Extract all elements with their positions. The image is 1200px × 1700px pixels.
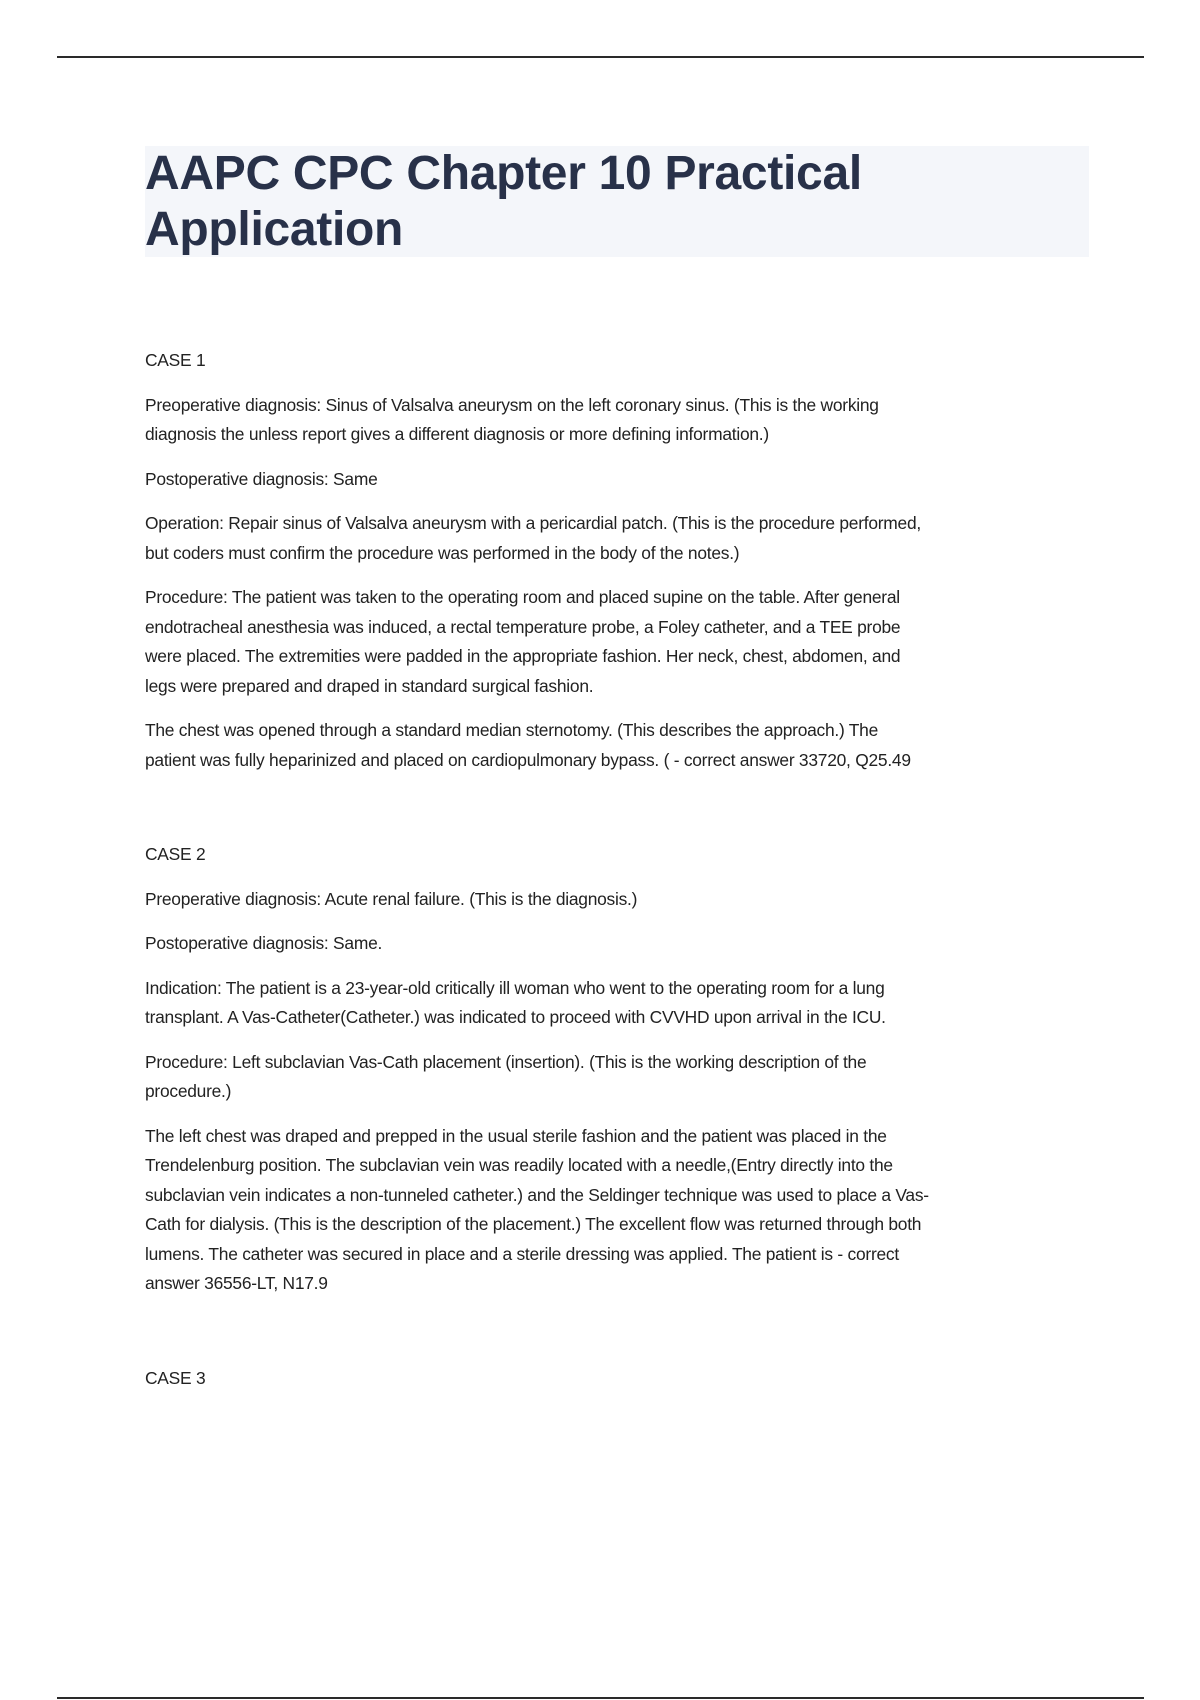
paragraph-line: Postoperative diagnosis: Same. — [145, 933, 383, 953]
paragraph-line: The left chest was draped and prepped in the usual sterile fashion and the patient was placed in the — [145, 1125, 887, 1146]
paragraph-line: The chest was opened through a standard median sternotomy. (This describes the approach.) The — [145, 720, 879, 740]
paragraph-line: lumens. The catheter was secured in place and a sterile dressing was applied. The patient is - correct — [145, 1243, 899, 1264]
paragraph-line: Procedure: Left subclavian Vas-Cath placement (insertion). (This is the working description of the — [145, 1051, 867, 1072]
case-heading — [145, 840, 1105, 870]
case-paragraph — [145, 716, 1105, 775]
paragraph-line: Preoperative diagnosis: Sinus of Valsalva aneurysm on the left coronary sinus. (This is the working — [145, 394, 879, 415]
paragraph-line: Postoperative diagnosis: Same — [145, 468, 378, 489]
case-heading-text: CASE 1 — [145, 350, 206, 370]
case-paragraph — [145, 391, 1105, 450]
case-paragraph — [145, 1048, 1105, 1107]
paragraph-line: were placed. The extremities were padded in the appropriate fashion. Her neck, chest, abdomen, and — [145, 646, 901, 666]
paragraph-line: Operation: Repair sinus of Valsalva aneurysm with a pericardial patch. (This is the procedure performed, — [145, 513, 921, 533]
title-line: Application — [145, 203, 404, 256]
case-heading — [145, 346, 1105, 376]
case-paragraph — [145, 465, 1105, 495]
paragraph-line: endotracheal anesthesia was induced, a rectal temperature probe, a Foley catheter, and a TEE probe — [145, 616, 901, 637]
case-paragraph — [145, 974, 1105, 1033]
paragraph-line: Trendelenburg position. The subclavian vein was readily located with a needle,(Entry directly into the — [145, 1155, 893, 1175]
top-rule — [57, 56, 1144, 58]
case-3-section — [145, 1364, 1105, 1409]
case-paragraph — [145, 509, 1105, 568]
bottom-rule — [57, 1697, 1144, 1699]
case-1-section — [145, 346, 1105, 790]
title-line: AAPC CPC Chapter 10 Practical — [145, 147, 862, 200]
case-paragraph — [145, 929, 1105, 959]
paragraph-line: Cath for dialysis. (This is the description of the placement.) The excellent flow was returned through both — [145, 1214, 922, 1234]
case-paragraph — [145, 885, 1105, 915]
case-heading — [145, 1364, 1105, 1394]
paragraph-line: patient was fully heparinized and placed on cardiopulmonary bypass. ( - correct answer 33720, Q25.49 — [145, 749, 911, 770]
paragraph-line: legs were prepared and draped in standard surgical fashion. — [145, 675, 594, 696]
case-heading-text: CASE 2 — [145, 844, 206, 864]
page-title — [145, 146, 862, 258]
paragraph-line: but coders must confirm the procedure was performed in the body of the notes.) — [145, 542, 740, 563]
case-heading-text: CASE 3 — [145, 1368, 206, 1388]
paragraph-line: Indication: The patient is a 23-year-old critically ill woman who went to the operating room for a lung — [145, 977, 885, 998]
paragraph-line: Procedure: The patient was taken to the operating room and placed supine on the table. After general — [145, 587, 900, 607]
paragraph-line: transplant. A Vas-Catheter(Catheter.) was indicated to proceed with CVVHD upon arrival in the ICU. — [145, 1007, 886, 1027]
paragraph-line: answer 36556-LT, N17.9 — [145, 1273, 328, 1293]
paragraph-line: subclavian vein indicates a non-tunneled catheter.) and the Seldinger technique was used to place a Vas- — [145, 1184, 929, 1205]
case-paragraph — [145, 1122, 1105, 1299]
paragraph-line: Preoperative diagnosis: Acute renal failure. (This is the diagnosis.) — [145, 888, 638, 909]
paragraph-line: procedure.) — [145, 1081, 232, 1101]
case-paragraph — [145, 583, 1105, 701]
case-2-section — [145, 840, 1105, 1314]
paragraph-line: diagnosis the unless report gives a different diagnosis or more defining information.) — [145, 424, 769, 444]
